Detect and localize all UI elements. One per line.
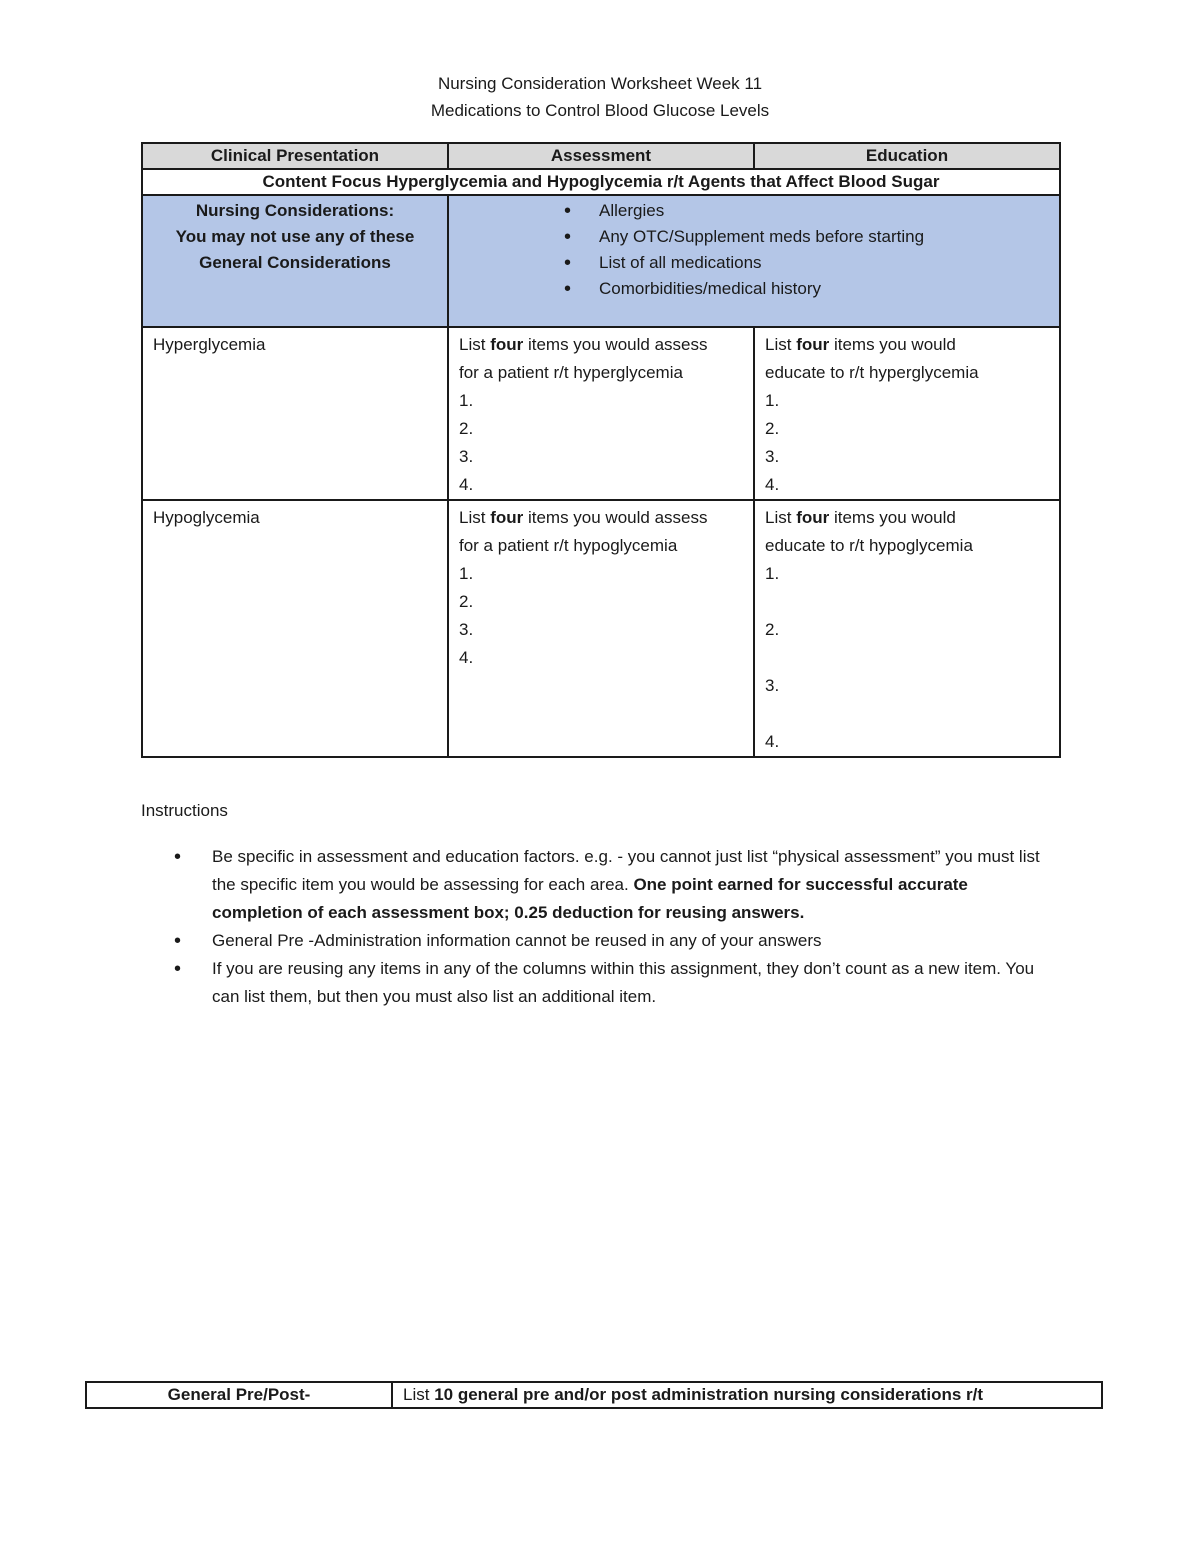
list-item: • List of all medications	[449, 250, 1059, 276]
answer-slot: 2.	[459, 419, 474, 438]
answer-slot: 4.	[459, 475, 474, 494]
prompt-text: List	[459, 335, 491, 354]
column-header-clinical: Clinical Presentation	[142, 143, 448, 169]
prompt-text: List	[765, 508, 797, 527]
answer-slot: 3.	[459, 620, 474, 639]
answer-slot: 4.	[459, 648, 474, 667]
prompt-bold: four	[490, 508, 524, 527]
prompt-bold: four	[796, 508, 830, 527]
hyperglycemia-assessment-cell[interactable]	[448, 327, 754, 500]
nc-label-line2: You may not use any of these	[175, 227, 415, 246]
prompt-text: items you would	[829, 508, 956, 527]
nursing-considerations-row	[142, 195, 1060, 327]
hyperglycemia-education-cell[interactable]	[754, 327, 1060, 500]
nursing-considerations-label	[142, 195, 448, 327]
general-pre-post-label: General Pre/Post-	[86, 1382, 392, 1408]
answer-slot: 1.	[765, 391, 780, 410]
list-item: • If you are reusing any items in any of the columns within this assignment, they don’t count as a new item. You can list them, but then you must also list an additional item.	[141, 955, 1061, 1011]
worksheet-table	[141, 142, 1061, 758]
list-item: • Allergies	[449, 198, 1059, 224]
prompt-text: List	[459, 508, 491, 527]
prompt-text: List	[403, 1385, 435, 1404]
instruction-text: Be specific in assessment and education factors. e.g. - you cannot just list “physical assessment” you must list the specific item you would be assessing for each area.	[212, 847, 1040, 894]
page-title: Nursing Consideration Worksheet Week 11	[437, 74, 763, 93]
instructions-heading: Instructions	[141, 801, 228, 820]
list-item: • Any OTC/Supplement meds before starting	[449, 224, 1059, 250]
row-label-hypoglycemia: Hypoglycemia	[142, 500, 448, 757]
general-pre-post-table	[85, 1381, 1103, 1409]
instruction-bold: One point earned for successful accurate completion of each assessment box; 0.25 deduction for reusing answers.	[212, 875, 968, 922]
nursing-considerations-list-cell	[448, 195, 1060, 327]
prompt-bold: four	[490, 335, 524, 354]
answer-slot: 1.	[765, 564, 780, 583]
hyperglycemia-row	[142, 327, 1060, 500]
nc-label-line3: General Considerations	[199, 253, 391, 272]
answer-slot: 2.	[765, 419, 780, 438]
answer-slot: 4.	[765, 732, 780, 751]
column-header-education: Education	[754, 143, 1060, 169]
general-pre-post-prompt[interactable]	[392, 1382, 1102, 1408]
answer-slot: 2.	[459, 592, 474, 611]
hypoglycemia-assessment-cell[interactable]	[448, 500, 754, 757]
prompt-text: items you would assess	[523, 335, 708, 354]
answer-slot: 3.	[765, 676, 780, 695]
page-subtitle: Medications to Control Blood Glucose Levels	[430, 101, 770, 120]
table-row	[86, 1382, 1102, 1408]
hypoglycemia-row	[142, 500, 1060, 757]
nursing-considerations-list	[449, 198, 1059, 302]
list-item	[141, 843, 1061, 927]
answer-slot: 3.	[765, 447, 780, 466]
prompt-text: educate to r/t hypoglycemia	[765, 536, 973, 555]
list-item: • General Pre -Administration information cannot be reused in any of your answers	[141, 927, 1061, 955]
answer-slot: 3.	[459, 447, 474, 466]
prompt-text: List	[765, 335, 797, 354]
content-focus: Content Focus Hyperglycemia and Hypoglycemia r/t Agents that Affect Blood Sugar	[142, 169, 1060, 195]
prompt-text: items you would assess	[523, 508, 708, 527]
header-row	[142, 143, 1060, 169]
nc-label-line1: Nursing Considerations:	[195, 201, 395, 220]
prompt-text: items you would	[829, 335, 956, 354]
prompt-bold: 10 general pre and/or post administration nursing considerations r/t	[434, 1385, 984, 1404]
answer-slot: 1.	[459, 391, 474, 410]
answer-slot: 1.	[459, 564, 474, 583]
prompt-text: educate to r/t hyperglycemia	[765, 363, 979, 382]
hypoglycemia-education-cell[interactable]	[754, 500, 1060, 757]
row-label-hyperglycemia: Hyperglycemia	[142, 327, 448, 500]
instructions-list	[141, 843, 1061, 1011]
answer-slot: 4.	[765, 475, 780, 494]
prompt-text: for a patient r/t hyperglycemia	[459, 363, 683, 382]
answer-slot: 2.	[765, 620, 780, 639]
list-item: • Comorbidities/medical history	[449, 276, 1059, 302]
content-focus-row	[142, 169, 1060, 195]
prompt-text: for a patient r/t hypoglycemia	[459, 536, 678, 555]
column-header-assessment: Assessment	[448, 143, 754, 169]
prompt-bold: four	[796, 335, 830, 354]
